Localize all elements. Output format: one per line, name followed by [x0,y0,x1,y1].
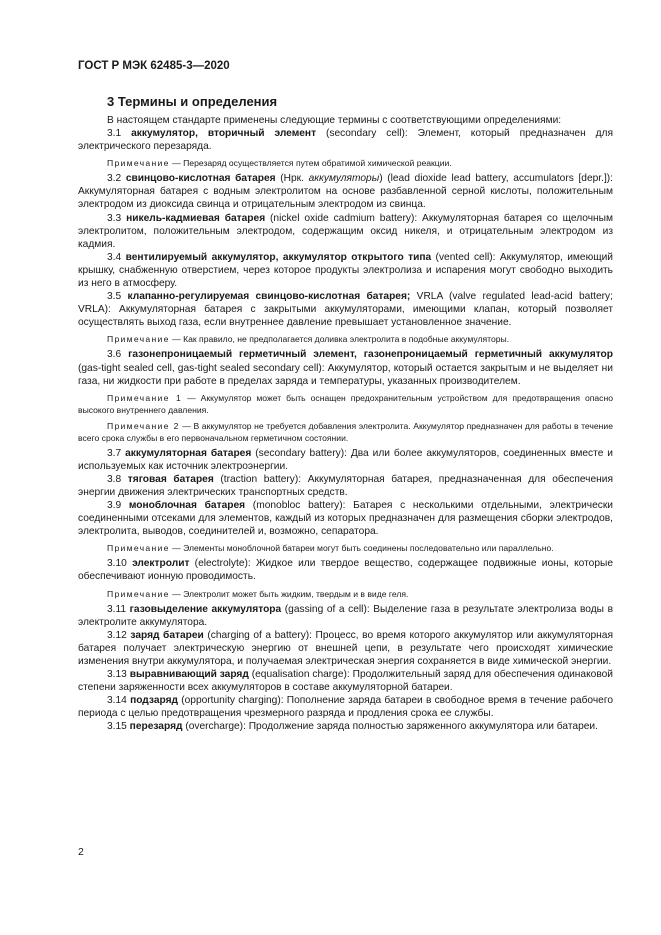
term-3-10: 3.10 электролит (electrolyte): Жидкое или твердое вещество, содержащее подвижные ионы, которые обеспечивают ионную проводимость. [78,558,613,583]
document-header: ГОСТ Р МЭК 62485-3—2020 [78,60,230,72]
term-3-3: 3.3 никель-кадмиевая батарея (nickel oxide cadmium battery): Аккумуляторная батарея со щелочным электролитом, положительным электродом, содержащим оксид никеля, и отрицательным электродом из кадмия. [78,212,613,250]
term-3-11: 3.11 газовыделение аккумулятора (gassing of a cell): Выделение газа в результате электролиза воды в электролите аккумулятора. [78,603,613,628]
note-3-6-1: Примечание 1 — Аккумулятор может быть оснащен предохранительным устройством для предотвращения опасно высокого внутреннего давления. [78,392,613,415]
section-title: 3 Термины и определения [107,94,278,109]
note-3-5: Примечание — Как правило, не предполагается доливка электролита в подобные аккумуляторы. [107,334,510,345]
term-name: выравнивающий заряд [129,669,249,680]
term-name: вентилируемый аккумулятор, аккумулятор открытого типа [125,251,432,263]
term-name: заряд батареи [130,629,204,641]
note-3-6-2: Примечание 2 — В аккумулятор не требуется добавления электролита. Аккумулятор предназначен для работы в течение всего срока службы в его первоначальном герметичном состоянии. [78,420,614,443]
document-body [78,114,613,733]
term-3-7: 3.7 аккумуляторная батарея (secondary battery): Два или более аккумуляторов, соединенных вместе и используемых как источник электроэнергии. [78,447,613,472]
term-name: электролит [132,558,190,570]
term-name: перезаряд [129,721,183,733]
term-3-15: 3.15 перезаряд (overcharge): Продолжение заряда полностью заряженного аккумулятора или батареи. [107,721,598,733]
term-3-8: 3.8 тяговая батарея (traction battery): Аккумуляторная батарея, предназначенная для обеспечения энергии движения электрических транспортных средств. [78,473,613,498]
term-3-1: 3.1 аккумулятор, вторичный элемент (secondary cell): Элемент, который предназначен для электрического перезаряда. [78,128,613,153]
intro-paragraph: В настоящем стандарте применены следующие термины с соответствующими определениями: [107,115,562,126]
term-name: никель-кадмиевая батарея [126,212,266,224]
term-3-4: 3.4 вентилируемый аккумулятор, аккумулятор открытого типа (vented cell): Аккумулятор, имеющий крышку, снабженную отверстием, через которое продукты электролиза и испарения могут свободно выходить из него в атмосферу. [78,251,613,290]
term-name: подзаряд [130,695,178,707]
term-name: газонепроницаемый герметичный элемент, газонепроницаемый герметичный аккумулятор [128,349,613,361]
term-name: клапанно-регулируемая свинцово-кислотная батарея; [127,291,411,303]
note-3-1: Примечание — Перезаряд осуществляется путем обратимой химической реакции. [107,158,452,169]
page-number: 2 [78,846,84,858]
note-3-10: Примечание — Электролит может быть жидким, твердым и в виде геля. [107,588,409,599]
term-3-14: 3.14 подзаряд (opportunity charging): Пополнение заряда батареи в свободное время в течение рабочего периода с целью предотвращения чрезмерного разряда и продления срока ее службы. [78,695,613,720]
term-3-5: 3.5 клапанно-регулируемая свинцово-кислотная батарея; VRLA (valve regulated lead-acid battery; VRLA): Аккумуляторная батарея с закрытыми аккумуляторами, имеющими клапан, который позволяет осуществлять выход газа, если внутреннее давление превышает установленное значение. [78,291,613,329]
term-3-6: 3.6 газонепроницаемый герметичный элемент, газонепроницаемый герметичный аккумулятор (gas-tight sealed cell, gas-tight sealed secondary cell): Аккумулятор, который остается закрытым и не выделяет ни газа, ни жидкости при работе в пределах заряда и температуры, указанных производителем. [78,349,613,387]
term-3-9: 3.9 моноблочная батарея (monobloc battery): Батарея с несколькими отдельными, электрически соединенными отсеками для элементов, каждый из которых предназначен для размещения сборки электродов, электролита, выводов, соединителей и, возможно, сепаратора. [78,500,613,538]
term-3-12: 3.12 заряд батареи (charging of a battery): Процесс, во время которого аккумулятор или аккумуляторная батарея получает электрическую энергию от внешней цепи, в результате чего происходят химические изменения внутри аккумулятора, и получаемая электрическая энергия сохраняется в виде химической энергии. [78,629,613,667]
term-3-13: 3.13 выравнивающий заряд (equalisation charge): Продолжительный заряд для обеспечения одинаковой степени заряженности всех аккумуляторов в составе аккумуляторной батареи. [78,669,613,694]
term-name: аккумуляторная батарея [125,447,252,459]
term-3-2: 3.2 свинцово-кислотная батарея (Нрк. аккумуляторы) (lead dioxide lead battery, accumulators [depr.]): Аккумуляторная батарея с водным электролитом на основе разбавленной серной кислоты, положительным электродом из диоксида свинца и отрицательным электродом из свинца. [78,173,613,211]
note-3-9: Примечание — Элементы моноблочной батареи могут быть соединены последовательно или параллельно. [107,543,554,554]
term-name: свинцово-кислотная батарея [125,173,276,185]
term-name: тяговая батарея [127,473,214,485]
term-name: аккумулятор, вторичный элемент [131,128,317,140]
term-name: моноблочная батарея [128,500,246,512]
term-name: газовыделение аккумулятора [129,603,282,615]
